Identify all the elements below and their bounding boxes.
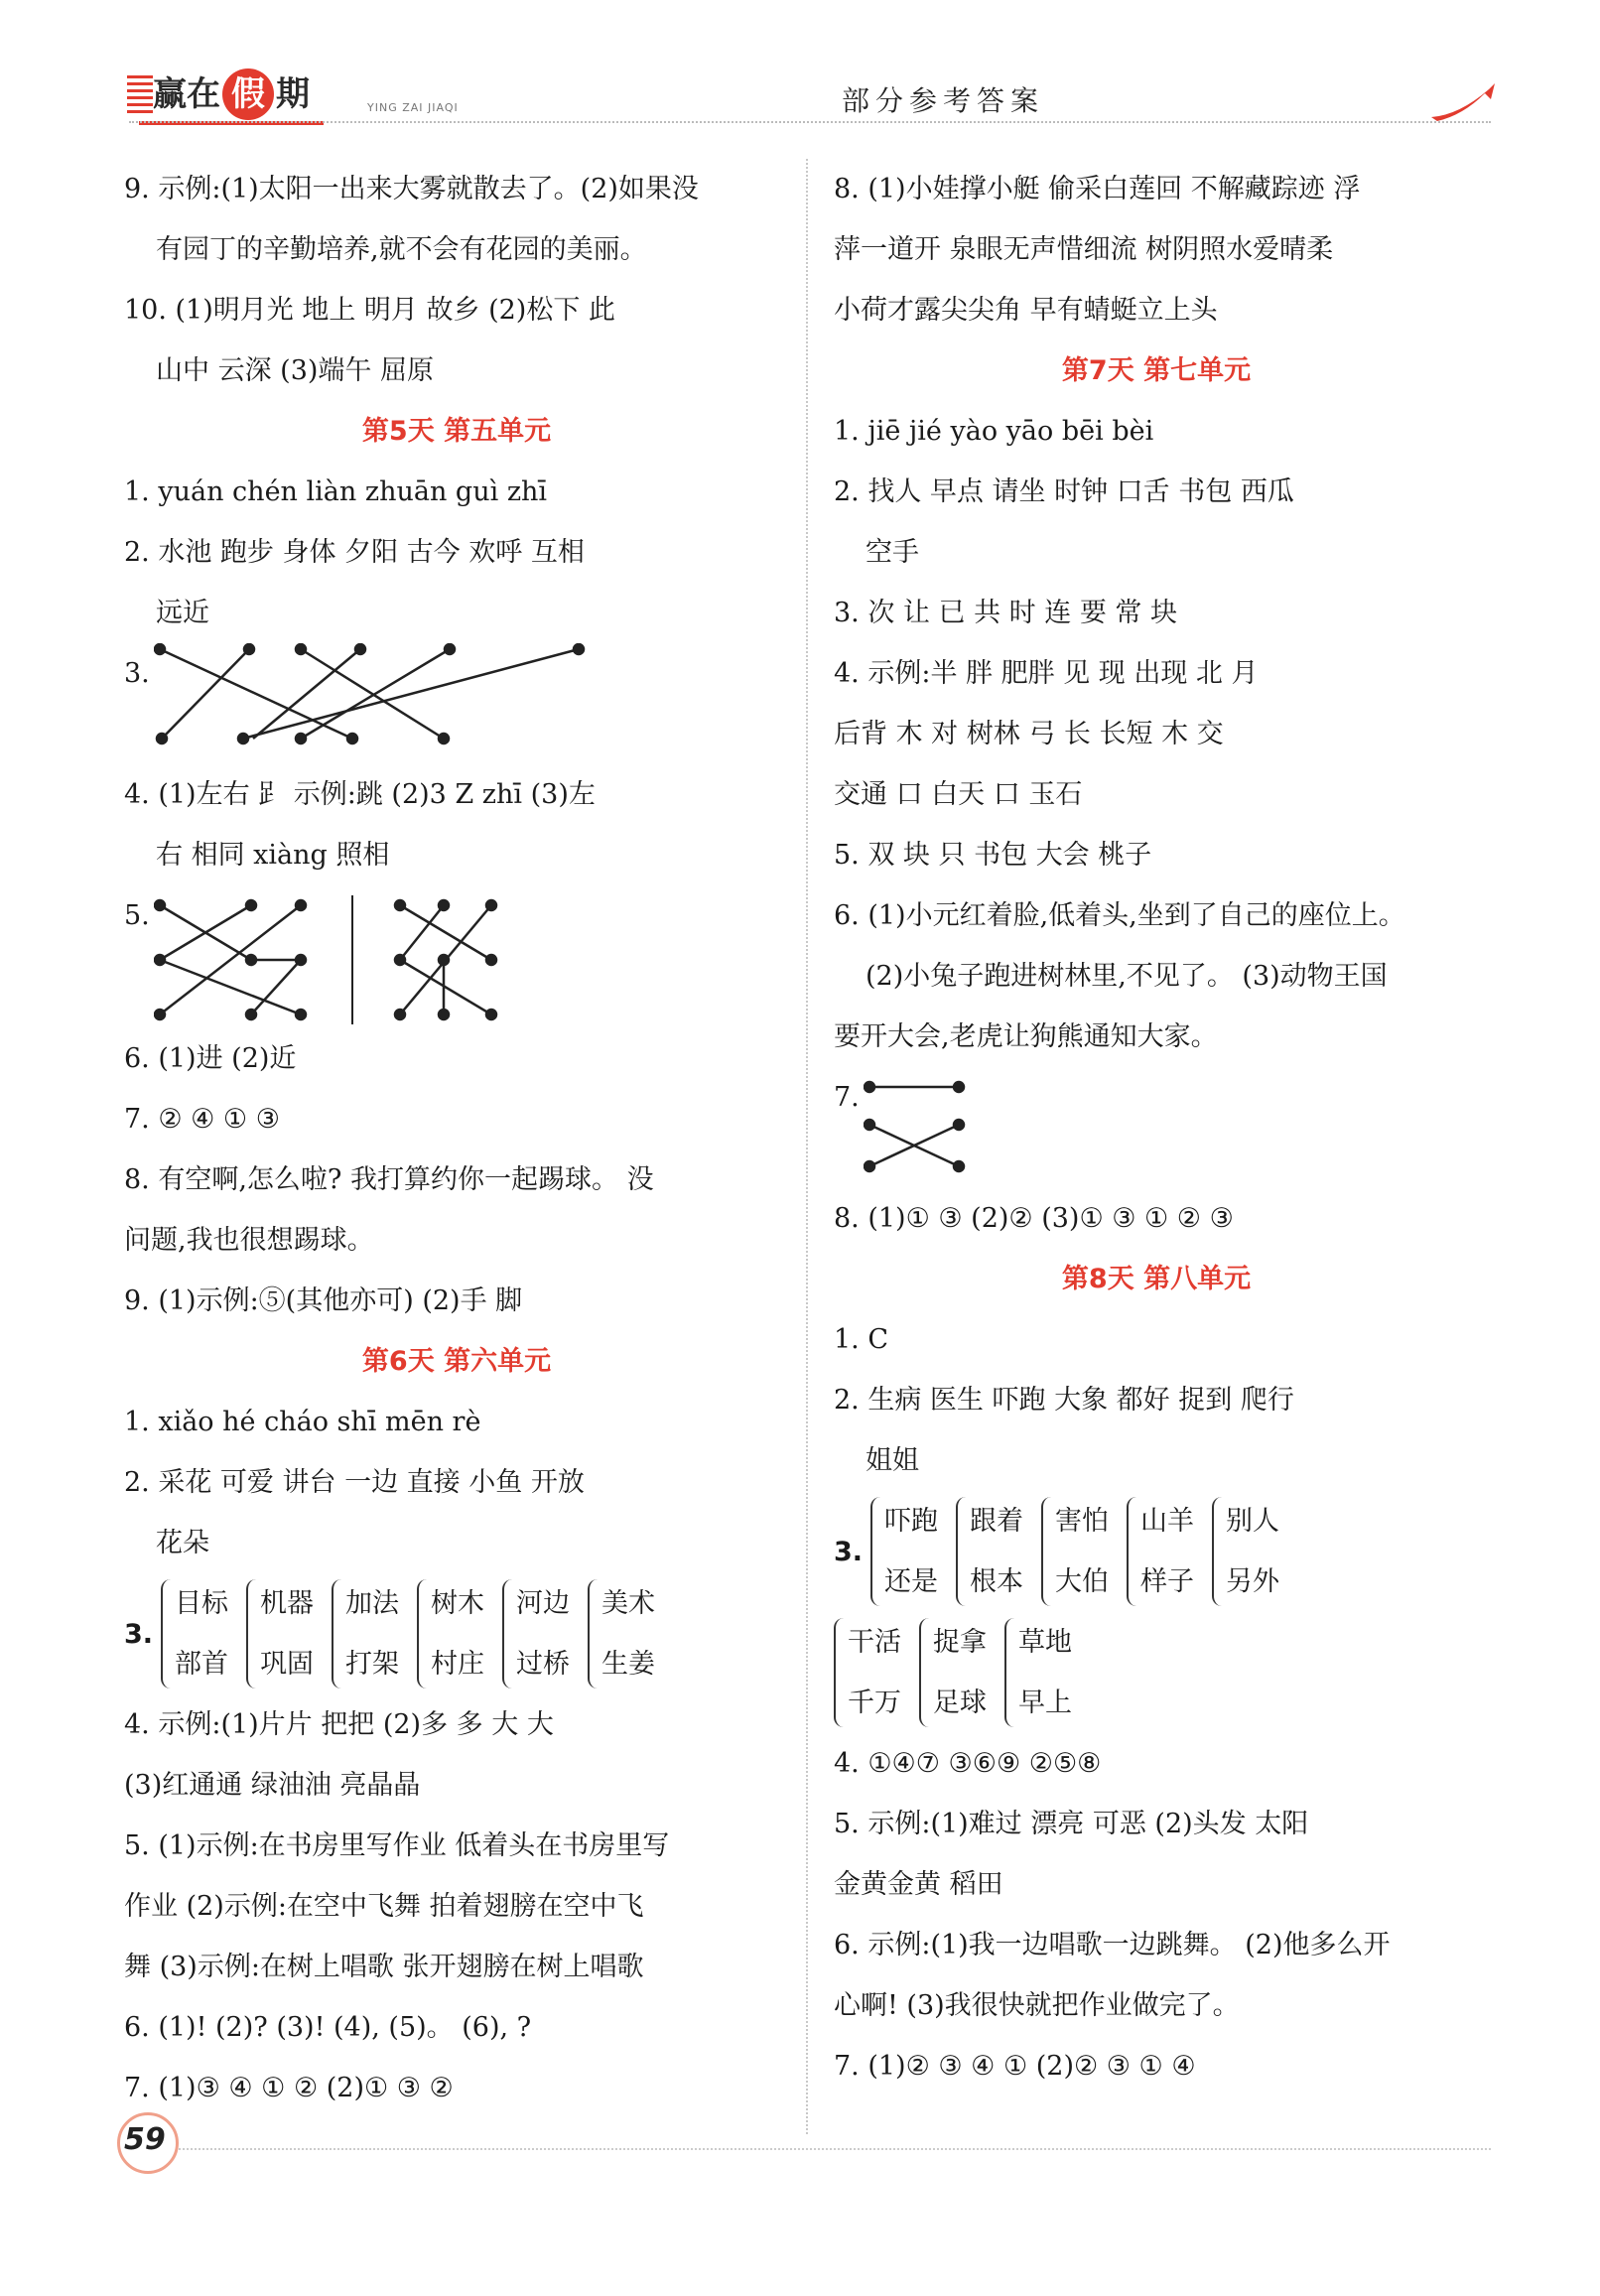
brace-word: 树木 — [431, 1588, 485, 1619]
answer-line: 2. 水池 跑步 身体 夕阳 古今 欢呼 互相 — [124, 537, 585, 568]
answer-line: 4. 示例:半 胖 肥胖 见 现 出现 北 月 — [834, 658, 1259, 689]
arrow-icon — [1429, 79, 1499, 125]
answer-line: 10. (1)明月光 地上 明月 故乡 (2)松下 此 — [124, 295, 615, 326]
answer-brace-groups-3 — [834, 1491, 1479, 1612]
answer-line: 8. 有空啊,怎么啦? 我打算约你一起踢球。 没 — [124, 1164, 654, 1195]
question-number: 3. — [124, 658, 150, 689]
brand-logo — [139, 68, 324, 125]
answer-line: 花朵 — [156, 1528, 209, 1558]
brace-word: 别人 — [1226, 1506, 1280, 1537]
brace-group — [1004, 1612, 1072, 1733]
page-header — [0, 0, 1600, 129]
answer-line: 4. ①④⑦ ③⑥⑨ ②⑤⑧ — [834, 1748, 1102, 1779]
brace-word: 巩固 — [260, 1649, 315, 1680]
answer-line: 7. (1)② ③ ④ ① (2)② ③ ① ④ — [834, 2051, 1196, 2082]
answer-line: 山中 云深 (3)端午 屈原 — [156, 355, 434, 386]
brace-word: 河边 — [516, 1588, 571, 1619]
answer-line: 2. 找人 早点 请坐 时钟 口舌 书包 西瓜 — [834, 476, 1294, 507]
brace-word: 打架 — [345, 1649, 400, 1680]
brace-group — [161, 1573, 228, 1694]
page-number: 59 — [124, 2122, 166, 2157]
answer-line: 9. 示例:(1)太阳一出来大雾就散去了。(2)如果没 — [124, 174, 699, 204]
answer-line: 6. (1)! (2)? (3)! (4), (5)。 (6), ? — [124, 2012, 532, 2043]
unit-heading-7: 第7天 第七单元 — [1061, 355, 1252, 386]
answer-brace-groups-3 — [124, 1573, 789, 1694]
answer-line: 6. 示例:(1)我一边唱歌一边跳舞。 (2)他多么开 — [834, 1930, 1391, 1960]
answer-line: 4. (1)左右 𧾷 示例:跳 (2)3 Z zhī (3)左 — [124, 779, 596, 810]
answer-line: 5. (1)示例:在书房里写作业 低着头在书房里写 — [124, 1830, 670, 1861]
answer-line: 要开大会,老虎让狗熊通知大家。 — [834, 1021, 1218, 1052]
question-number: 5. — [124, 900, 150, 931]
answer-matching-5 — [124, 885, 789, 1028]
matching-lines-diagram — [154, 643, 690, 764]
brace-group — [956, 1491, 1023, 1612]
answer-line: 7. ② ④ ① ③ — [124, 1104, 280, 1135]
answer-line: 6. (1)进 (2)近 — [124, 1043, 297, 1074]
answer-line: 1. C — [834, 1324, 889, 1355]
header-dotted-line — [129, 121, 1491, 123]
brace-word: 还是 — [884, 1566, 939, 1597]
brace-word: 另外 — [1226, 1566, 1280, 1597]
answer-line: 金黄金黄 稻田 — [834, 1869, 1003, 1900]
brace-word: 部首 — [175, 1649, 229, 1680]
brace-group — [919, 1612, 987, 1733]
answer-line: 远近 — [156, 598, 209, 628]
answer-line: 5. 双 块 只 书包 大会 桃子 — [834, 840, 1152, 871]
brace-word: 吓跑 — [884, 1506, 939, 1537]
answer-brace-groups-3b — [834, 1612, 1479, 1733]
footer-dotted-line — [179, 2148, 1491, 2150]
brace-group — [870, 1491, 938, 1612]
brand-text-highlight: 假 — [222, 68, 274, 120]
answer-line: 1. xiǎo hé cháo shī mēn rè — [124, 1407, 481, 1437]
brace-word: 村庄 — [431, 1649, 485, 1680]
answer-line: 8. (1)① ③ (2)② (3)① ③ ① ② ③ — [834, 1203, 1234, 1234]
brand-text-c: 期 — [276, 74, 310, 114]
question-number: 3. — [124, 1618, 154, 1650]
brace-word: 加法 — [345, 1588, 400, 1619]
brace-word: 大伯 — [1055, 1566, 1110, 1597]
answer-line: 问题,我也很想踢球。 — [124, 1225, 374, 1256]
answer-line: 2. 生病 医生 吓跑 大象 都好 捉到 爬行 — [834, 1385, 1294, 1416]
answer-line: 萍一道开 泉眼无声惜细流 树阴照水爱晴柔 — [834, 234, 1334, 265]
left-column — [124, 159, 789, 2118]
brace-word: 干活 — [848, 1627, 901, 1658]
brace-word: 足球 — [933, 1688, 987, 1718]
matching-lines-diagram — [864, 1067, 983, 1188]
answer-line: 小荷才露尖尖角 早有蜻蜓立上头 — [834, 295, 1218, 326]
page-title: 部分参考答案 — [842, 84, 1045, 117]
answer-line: 1. yuán chén liàn zhuān guì zhī — [124, 476, 548, 507]
answer-line: 6. (1)小元红着脸,低着头,坐到了自己的座位上。 — [834, 900, 1405, 931]
answer-line: 4. 示例:(1)片片 把把 (2)多 多 大 大 — [124, 1709, 554, 1740]
brace-word: 千万 — [848, 1688, 901, 1718]
answer-line: 5. 示例:(1)难过 漂亮 可恶 (2)头发 太阳 — [834, 1809, 1309, 1839]
answer-line: 7. (1)③ ④ ① ② (2)① ③ ② — [124, 2073, 454, 2103]
brace-word: 山羊 — [1140, 1506, 1195, 1537]
brace-word: 早上 — [1018, 1688, 1072, 1718]
answer-line: 右 相同 xiàng 照相 — [156, 840, 390, 871]
brace-word: 过桥 — [516, 1649, 571, 1680]
brace-group — [332, 1573, 399, 1694]
brace-word: 美术 — [601, 1588, 656, 1619]
brace-word: 目标 — [175, 1588, 229, 1619]
brace-group — [417, 1573, 484, 1694]
brace-word: 机器 — [260, 1588, 315, 1619]
answer-matching-3 — [124, 643, 789, 764]
answer-line: 心啊! (3)我很快就把作业做完了。 — [834, 1990, 1240, 2021]
matching-lines-diagram — [154, 885, 551, 1028]
brand-subtitle: YING ZAI JIAQI — [367, 101, 459, 114]
answer-line: 舞 (3)示例:在树上唱歌 张开翅膀在树上唱歌 — [124, 1952, 644, 1982]
answer-matching-7 — [834, 1067, 1479, 1188]
right-column — [834, 159, 1479, 2096]
unit-heading-5: 第5天 第五单元 — [361, 416, 552, 447]
unit-heading-6: 第6天 第六单元 — [361, 1346, 552, 1377]
brace-group — [502, 1573, 570, 1694]
brace-word: 跟着 — [970, 1506, 1024, 1537]
brace-group — [1041, 1491, 1109, 1612]
answer-line: (3)红通通 绿油油 亮晶晶 — [124, 1770, 421, 1801]
brace-group — [1212, 1491, 1279, 1612]
brace-group — [1127, 1491, 1194, 1612]
brand-text-a: 赢在 — [153, 74, 220, 114]
brace-word: 害怕 — [1055, 1506, 1110, 1537]
column-divider — [806, 159, 808, 2134]
answer-line: 9. (1)示例:⑤(其他亦可) (2)手 脚 — [124, 1285, 523, 1316]
brace-word: 捉拿 — [933, 1627, 987, 1658]
unit-heading-8: 第8天 第八单元 — [1061, 1264, 1252, 1294]
brace-word: 草地 — [1018, 1627, 1072, 1658]
answer-line: 8. (1)小娃撑小艇 偷采白莲回 不解藏踪迹 浮 — [834, 174, 1361, 204]
brace-word: 生姜 — [601, 1649, 656, 1680]
brace-word: 样子 — [1140, 1566, 1195, 1597]
answer-line: 3. 次 让 已 共 时 连 要 常 块 — [834, 598, 1178, 628]
brace-group — [588, 1573, 655, 1694]
question-number: 7. — [834, 1082, 860, 1113]
answer-line: 姐姐 — [866, 1445, 919, 1476]
answer-line: 交通 口 白天 口 玉石 — [834, 779, 1083, 810]
brace-word: 根本 — [970, 1566, 1024, 1597]
answer-line: (2)小兔子跑进树林里,不见了。 (3)动物王国 — [866, 961, 1388, 992]
answer-line: 作业 (2)示例:在空中飞舞 拍着翅膀在空中飞 — [124, 1891, 644, 1922]
answer-line: 后背 木 对 树林 弓 长 长短 木 交 — [834, 719, 1224, 749]
brace-group — [834, 1612, 901, 1733]
answer-line: 有园丁的辛勤培养,就不会有花园的美丽。 — [156, 234, 647, 265]
answer-line: 2. 采花 可爱 讲台 一边 直接 小鱼 开放 — [124, 1467, 585, 1498]
question-number: 3. — [834, 1536, 864, 1567]
brace-group — [246, 1573, 314, 1694]
answer-line: 1. jiē jié yào yāo bēi bèi — [834, 416, 1154, 447]
answer-line: 空手 — [866, 537, 919, 568]
